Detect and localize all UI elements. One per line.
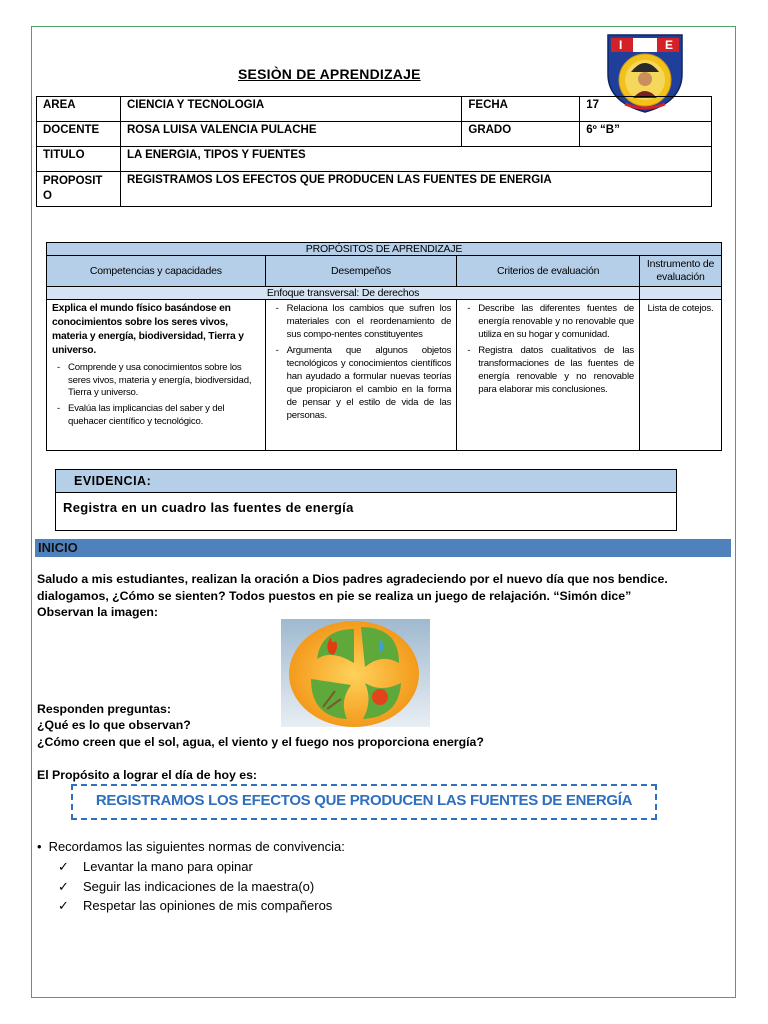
instrument-value: Lista de cotejos. <box>640 300 722 451</box>
grade-value: 6º “B” <box>580 122 712 147</box>
info-row-purpose <box>37 172 712 207</box>
competence-cell <box>47 300 266 451</box>
capacity-item: - Comprende y usa conocimientos sobre los seres vivos, materia y energía, biodiversidad, Tierra y universo. <box>68 362 260 401</box>
session-info-table <box>36 96 712 207</box>
area-label: AREA <box>37 97 121 122</box>
checkmark-icon: ✓ <box>58 878 69 894</box>
greeting-text: Saludo a mis estudiantes, realizan la oración a Dios padres agradeciendo por el nuevo día que nos bendice. dialogamos, ¿Cómo se sienten? Todos puestos en pie se realiza un juego de relajación. “Simón dice” <box>37 572 668 603</box>
grade-label: GRADO <box>462 122 580 147</box>
purpose-banner: REGISTRAMOS LOS EFECTOS QUE PRODUCEN LAS FUENTES DE ENERGÍA <box>71 784 657 820</box>
purposes-title: PROPÓSITOS DE APRENDIZAJE <box>47 243 722 256</box>
criterion-item: - Describe las diferentes fuentes de energía renovable y no renovable que utiliza en su hogar y comunidad. <box>478 303 634 342</box>
date-label: FECHA <box>462 97 580 122</box>
col-performances: Desempeños <box>265 256 457 287</box>
norm-item: ✓ Respetar las opiniones de mis compañeros <box>58 896 345 916</box>
sun-icon <box>372 689 388 705</box>
title-label: TITULO <box>37 147 121 172</box>
info-row-area <box>37 97 712 122</box>
area-value: CIENCIA Y TECNOLOGIA <box>120 97 461 122</box>
teacher-value: ROSA LUISA VALENCIA PULACHE <box>120 122 461 147</box>
purpose-label <box>37 172 121 207</box>
norms-section <box>37 839 345 916</box>
observe-text: Observan la imagen: <box>37 605 158 619</box>
inicio-heading: INICIO <box>35 539 731 557</box>
criteria-list <box>462 303 634 397</box>
col-competences: Competencias y capacidades <box>47 256 266 287</box>
page-title: SESIÒN DE APRENDIZAJE <box>238 66 421 82</box>
performance-item: - Relaciona los cambios que sufren los materiales con el reordenamiento de sus compo-nentes constituyentes <box>287 303 452 342</box>
col-criteria: Criterios de evaluación <box>457 256 640 287</box>
norm-item: ✓ Seguir las indicaciones de la maestra(o) <box>58 877 345 897</box>
question-1: ¿Qué es lo que observan? <box>37 718 191 732</box>
question-2: ¿Cómo creen que el sol, agua, el viento y el fuego nos proporciona energía? <box>37 735 484 749</box>
norm-item: ✓ Levantar la mano para opinar <box>58 857 345 877</box>
performances-cell <box>265 300 457 451</box>
evidence-box <box>55 469 677 531</box>
date-value: 17 <box>580 97 712 122</box>
transversal-approach: Enfoque transversal: De derechos <box>47 287 640 300</box>
capacities-list <box>52 362 260 430</box>
checkmark-icon: ✓ <box>58 898 69 913</box>
purpose-label-line-1: PROPOSIT <box>43 175 103 187</box>
portrait-face-icon <box>638 72 652 86</box>
performance-item: - Argumenta que algunos objetos tecnológicos y conocimientos científicos han ayudado a formular nuevas teorías que propiciaron el cambio en la forma de pensar y el estilo de vida de las personas. <box>287 345 452 423</box>
norms-lead: • Recordamos las siguientes normas de convivencia: <box>37 839 345 854</box>
col-instrument: Instrumento de evaluación <box>640 256 722 287</box>
learning-purposes-table <box>46 242 722 451</box>
competence-text: Explica el mundo físico basándose en conocimientos sobre los seres vivos, materia y energía, biodiversidad, Tierra y universo. <box>52 303 244 356</box>
questions-lead: Responden preguntas: <box>37 702 171 716</box>
logo-letter-i: I <box>619 38 623 52</box>
info-row-title <box>37 147 712 172</box>
criterion-item: - Registra datos cualitativos de las transformaciones de las fuentes de energía renovable y no renovable para elaborar mis conclusiones. <box>478 345 634 397</box>
logo-letter-e: E <box>665 38 674 52</box>
evidence-label: EVIDENCIA: <box>56 470 676 493</box>
purpose-value: REGISTRAMOS LOS EFECTOS QUE PRODUCEN LAS FUENTES DE ENERGIA <box>120 172 711 207</box>
energy-sources-image <box>281 619 430 727</box>
performances-list <box>271 303 452 422</box>
purpose-lead: El Propósito a lograr el día de hoy es: <box>37 768 258 782</box>
capacity-item: - Evalúa las implicancias del saber y del quehacer científico y tecnológico. <box>68 403 260 429</box>
checkmark-icon: ✓ <box>58 859 69 874</box>
title-value: LA ENERGIA, TIPOS Y FUENTES <box>120 147 711 172</box>
criteria-cell <box>457 300 640 451</box>
purpose-label-line-2: O <box>43 190 52 202</box>
evidence-text: Registra en un cuadro las fuentes de energía <box>63 500 354 515</box>
info-row-teacher <box>37 122 712 147</box>
teacher-label: DOCENTE <box>37 122 121 147</box>
